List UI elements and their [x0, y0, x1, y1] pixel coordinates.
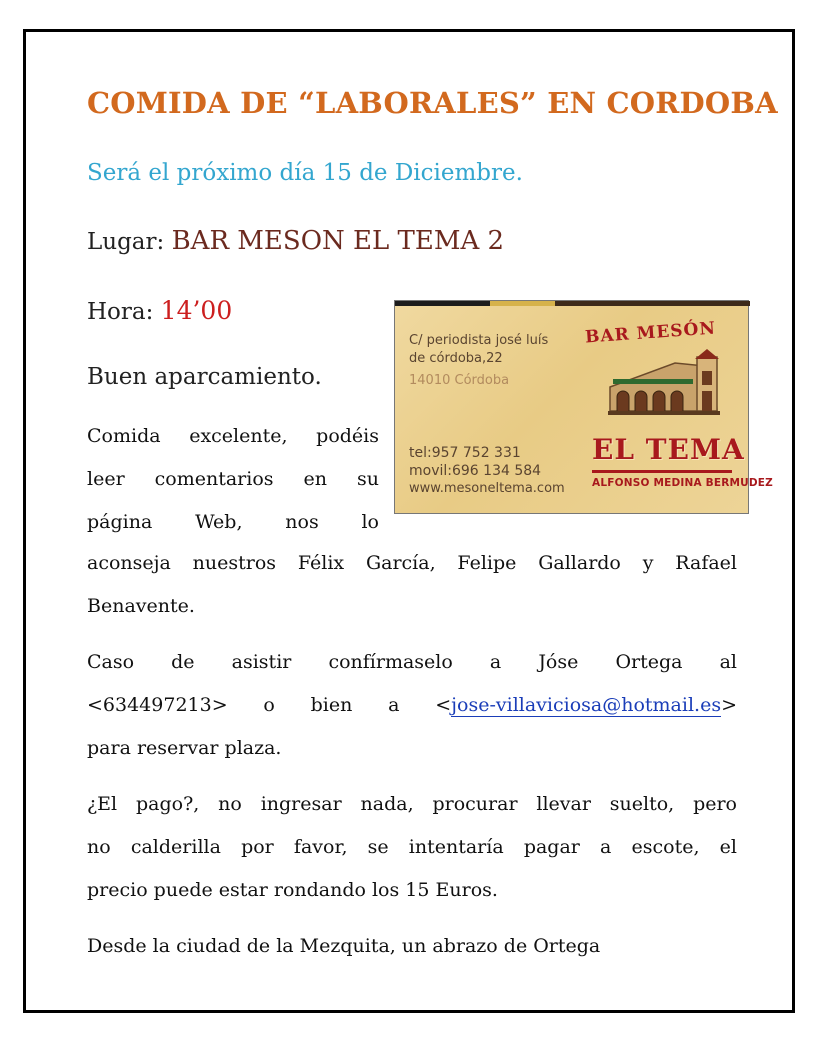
food-paragraph-line5: Benavente.	[87, 595, 195, 617]
rsvp-paragraph-line2	[87, 684, 737, 727]
card-website: www.mesoneltema.com	[409, 481, 565, 496]
closing-line: Desde la ciudad de la Mezquita, un abrazo de Ortega	[87, 935, 601, 957]
time-line	[87, 296, 232, 325]
food-paragraph-line1: Comida excelente, podéis	[87, 425, 379, 447]
card-band-gold	[490, 301, 555, 306]
time-value: 14’00	[160, 296, 233, 325]
location-label: Lugar:	[87, 229, 172, 255]
email-link[interactable]: jose-villaviciosa@hotmail.es	[451, 694, 722, 716]
card-postal: 14010 Córdoba	[409, 373, 510, 388]
card-band-black	[395, 301, 490, 306]
business-card-image	[394, 300, 773, 514]
card-brand-underline	[592, 470, 732, 473]
card-brand-top: BAR MESÓN	[584, 318, 717, 348]
card-phone: tel:957 752 331	[409, 445, 521, 461]
card-address-line2: de córdoba,22	[409, 351, 503, 366]
card-address-line1: C/ periodista josé luís	[409, 333, 549, 348]
rsvp-paragraph-line3: para reservar plaza.	[87, 737, 282, 759]
rsvp-close-bracket: >	[721, 694, 737, 716]
payment-paragraph-line1: ¿El pago?, no ingresar nada, procurar llevar suelto, pero	[87, 793, 737, 815]
page-title: COMIDA DE “LABORALES” EN CORDOBA	[87, 86, 778, 120]
location-value: BAR MESON EL TEMA 2	[171, 226, 505, 256]
building-icon	[605, 349, 730, 429]
card-brand-main: EL TEMA	[592, 433, 745, 466]
card-mobile: movil:696 134 584	[409, 463, 542, 479]
payment-paragraph-line3: precio puede estar rondando los 15 Euros.	[87, 879, 498, 901]
rsvp-paragraph-line1: Caso de asistir confírmaselo a Jóse Ortega al	[87, 651, 737, 673]
food-paragraph-line4: aconseja nuestros Félix García, Felipe Gallardo y Rafael	[87, 552, 737, 574]
food-paragraph-line3: página Web, nos lo	[87, 511, 379, 533]
parking-note: Buen aparcamiento.	[87, 364, 322, 390]
food-paragraph-line2: leer comentarios en su	[87, 468, 379, 490]
payment-paragraph-line2: no calderilla por favor, se intentaría pagar a escote, el	[87, 836, 737, 858]
event-date: Será el próximo día 15 de Diciembre.	[87, 160, 523, 186]
card-owner-name: ALFONSO MEDINA BERMUDEZ	[592, 477, 773, 489]
location-line	[87, 226, 504, 256]
card-band-brown	[555, 301, 750, 306]
time-label: Hora:	[87, 299, 161, 325]
rsvp-phone-text: <634497213> o bien a <	[87, 694, 452, 716]
